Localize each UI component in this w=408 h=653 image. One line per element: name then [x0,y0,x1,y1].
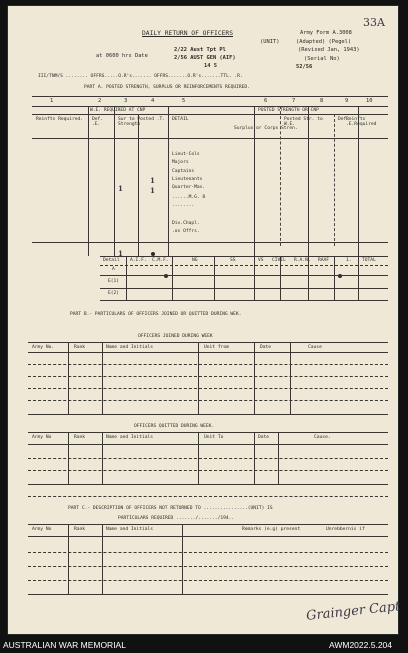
quitted-col-rank: Rank [74,435,86,440]
col-header-def: Def. .E. [92,117,104,127]
detail-col-ss: SS [230,258,236,263]
col-header-detail: DETAIL [172,117,189,122]
handwritten-value: 1 [118,184,123,193]
part-c-col-unrebbernis: Unrebbernis if [326,527,365,532]
col-header-posted: Posted Str. to W.E. [284,117,323,127]
col-number-6: 6 [264,98,268,104]
col-number-2: 2 [98,98,102,104]
col-number-8: 8 [320,98,324,104]
quitted-col-name: Name and Initials [106,435,154,440]
document-sheet [8,6,402,634]
quitted-col-unit-to: Unit To [204,435,224,440]
col-number-3: 3 [124,98,128,104]
part-a-title: PART A. POSTED STRENGTH, SURPLUS OR REINFORCEMENTS REQUIRED. [84,85,250,90]
rank-div-chapl: Div.Chapl. [172,221,200,226]
army-form-number: Army Form A.3008 [300,30,352,36]
part-c-col-rank: Rank [74,527,86,532]
group-header-left: W.E. REQUIRED AT CNP [90,108,146,113]
revised-note: (Revised Jan, 1943) [298,47,360,53]
year-value: 52/56 [296,64,313,70]
day-month: 14 5 [204,63,217,69]
col-header-reinfts: Reinfts Required. [36,117,84,122]
unit-name-line1: 2/22 Aust Tpt Pl [174,47,226,53]
col-number-9: 9 [345,98,349,104]
rank-majors: Majors [172,160,189,165]
quitted-col-date: Date [258,435,270,440]
quitted-col-army-no: Army No [32,435,52,440]
col-number-7: 7 [292,98,296,104]
joined-col-date: Date [260,345,272,350]
detail-col-total: TOTAL [362,258,376,263]
form-title: DAILY RETURN OF OFFICERS [142,30,233,37]
group-header-right: POSTED STRENGTH OR CNP [258,108,319,113]
footer-accession-number: AWM2022.5.204 [329,640,392,650]
signature: Grainger Capt [305,599,402,624]
detail-col-civil: CIVIL [272,258,286,263]
hour-date-label: at 0600 hrs Date [96,53,148,59]
rank-dotted: ........ [172,203,195,208]
rank-mg: ......M.G. 8 [172,195,206,200]
detail-row-a: A [112,267,115,272]
handwritten-value: 1 [118,249,123,258]
detail-row-e2: E(2) [108,291,120,296]
col-header-reinfts-required: Reinfts .E.Required [346,117,377,127]
col-number-5: 5 [182,98,186,104]
detail-row-e1: E(1) [108,279,120,284]
detail-col-ng: NG [192,258,198,263]
quitted-col-cause: Cause. [314,435,331,440]
detail-col-1: 1. [346,258,352,263]
rank-captains: Captains [172,169,195,174]
detail-col-vs: VS [258,258,264,263]
detail-label: Detail [103,258,120,263]
unit-name-line2: 2/56 AUST GEN (AIF) [174,55,236,61]
rank-quarter-masters: Quarter-Mas. [172,185,206,190]
unit-suffix: (UNIT) [260,39,280,45]
part-c-col-name: Name and Initials [106,527,154,532]
joined-section-title: OFFICERS JOINED DURING WEEK [138,334,213,339]
quitted-section-title: OFFICERS QUITTED DURING WEEK. [134,424,215,429]
archive-footer [0,634,408,653]
rank-lieut-cols: Lieut-Cols [172,152,200,157]
joined-col-army-no: Army No. [32,345,55,350]
rank-lieutenants: Lieutenants [172,177,203,182]
col-header-def2: Def. [338,117,350,122]
col-number-10: 10 [366,98,373,104]
part-c-title: PART C.- DESCRIPTION OF OFFICERS NOT RETURNED TO ................(UNIT) IS [68,506,273,511]
col-number-1: 1 [50,98,54,104]
handwritten-value: 1 [150,176,155,185]
adapted-note: (Adapted) (Pegel) [296,39,352,45]
footer-institution: AUSTRALIAN WAR MEMORIAL [3,640,126,650]
part-c-col-remarks: Remarks (e.g) present [242,527,301,532]
rank-other-offrs: .os Offrs. [172,229,200,234]
col-number-4: 4 [151,98,155,104]
joined-col-rank: Rank [74,345,86,350]
part-c-col-army-no: Army No [32,527,52,532]
reference-line: III/TNM/S ........ OFFRS.....O.R's....... OFFRS.......O.R's.......TTL. .R. [38,74,243,79]
detail-col-aif: A.I.F. [130,258,147,263]
col-header-surplus: Sur to Posted .T. Strength [118,117,166,127]
part-c-subtitle: PARTICULARS REQUIRED ......./......./194.. [118,516,235,521]
detail-col-cmf: C.M.F. [152,258,169,263]
handwritten-value: 1 [150,186,155,195]
serial-no-label: (Serial No) [304,56,340,62]
joined-col-name: Name and Initials [106,345,154,350]
archive-number: 33A [363,16,385,29]
part-b-title: PART B.- PARTICULARS OF OFFICERS JOINED OR QUITTED DURING WEK. [70,312,242,317]
col-header-corps: Surplus or Corps Stren. [234,126,298,131]
detail-col-ran: R.A.N. [294,258,311,263]
joined-col-cause: Cause [308,345,322,350]
joined-col-unit-from: Unit from [204,345,229,350]
detail-col-raaf: RAAF [318,258,330,263]
